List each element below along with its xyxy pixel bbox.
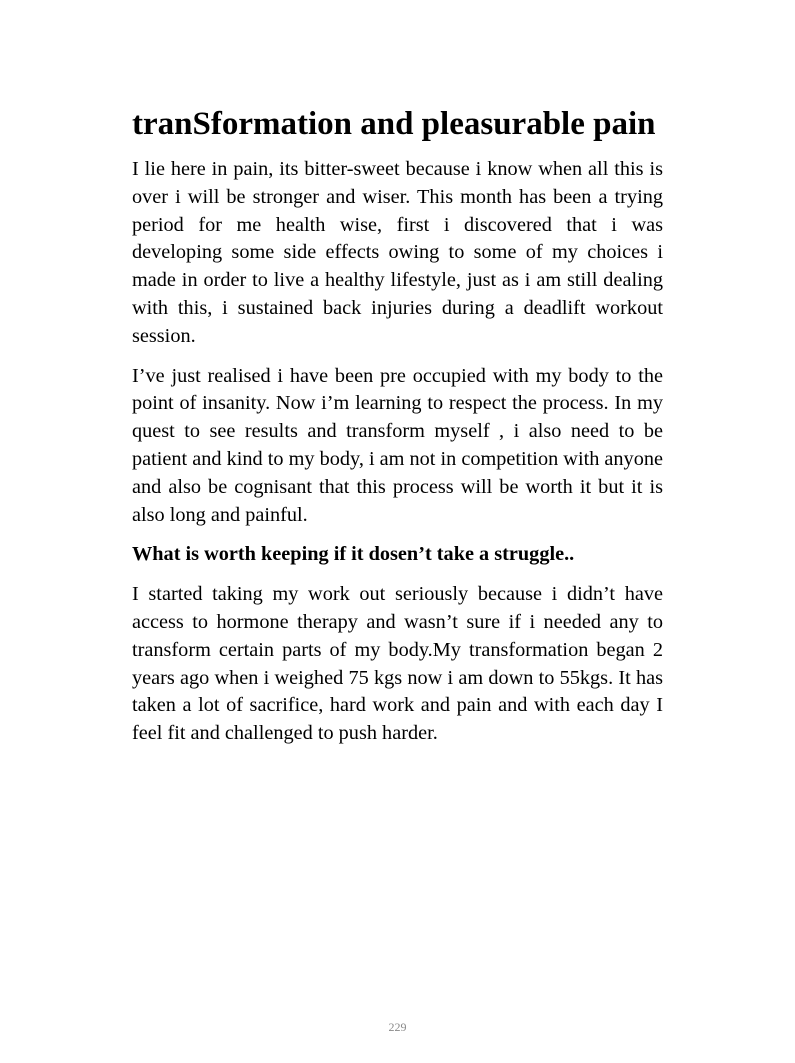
subheading: What is worth keeping if it dosen’t take a struggle.. — [132, 543, 575, 566]
paragraph-3: I started taking my work out seriously because i didn’t have access to hormone therapy and wasn’t sure if i needed any to transform certain parts of my body.My transformation began 2 years ago when i weighed 75 kgs now i am down to 55kgs. It has taken a lot of sacrifice, hard work and pain and with each day I feel fit and challenged to push harder. — [132, 583, 663, 745]
page-title: tranSformation and pleasurable pain — [132, 106, 656, 142]
page-content — [132, 104, 663, 760]
page-number: 229 — [388, 1020, 407, 1034]
paragraph-1: I lie here in pain, its bitter-sweet because i know when all this is over i will be stronger and wiser. This month has been a trying period for me health wise, first i discovered that i was developing some side effects owing to some of my choices i made in order to live a healthy lifestyle, just as i am still dealing with this, i sustained back injuries during a deadlift workout session. — [132, 158, 663, 347]
paragraph-2: I’ve just realised i have been pre occupied with my body to the point of insanity. Now i’m learning to respect the process. In my quest to see results and transform myself , i also need to be patient and kind to my body, i am not in competition with anyone and also be cognisant that this process will be worth it but it is also long and painful. — [132, 364, 663, 526]
